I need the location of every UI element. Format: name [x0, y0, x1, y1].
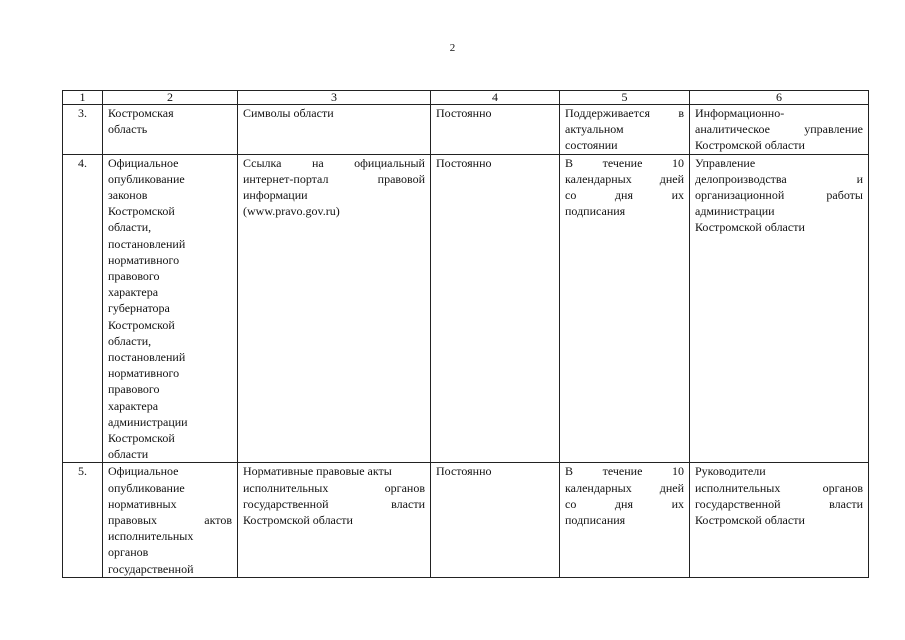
- cell-line: [243, 480, 425, 496]
- cell-line: опубликование: [108, 171, 185, 186]
- cell-line: губернатора: [108, 301, 170, 316]
- word: В: [565, 155, 574, 170]
- cell-line: опубликование: [108, 480, 185, 495]
- cell-line: Костромской: [108, 431, 175, 446]
- cell-line: области: [108, 447, 149, 462]
- word: 10: [671, 155, 684, 170]
- word: органов: [822, 480, 863, 495]
- cell-line: Костромской области: [695, 138, 805, 153]
- word: и: [856, 171, 863, 186]
- word: в: [678, 106, 684, 120]
- word: дня: [614, 188, 633, 203]
- header-cell: 2: [103, 91, 238, 105]
- word: календарных: [565, 171, 632, 186]
- word: исполнительных: [695, 480, 781, 495]
- cell-line: государственной: [108, 561, 194, 576]
- word: актов: [204, 513, 232, 528]
- cell-line: области,: [108, 220, 152, 235]
- word: со: [565, 188, 577, 203]
- cell-line: [243, 171, 425, 187]
- cell-line: администрации: [695, 204, 775, 219]
- word: управление: [804, 122, 863, 137]
- cell-line: правового: [108, 269, 160, 284]
- cell-line: постановлений: [108, 350, 186, 365]
- cell-line: [565, 155, 684, 171]
- word: работы: [826, 188, 863, 203]
- word: правовой: [377, 171, 425, 186]
- cell-line: Костромской: [108, 204, 175, 219]
- update-term-cell: [560, 463, 690, 577]
- cell-line: актуальном: [565, 122, 624, 137]
- cell-line: Информационно-: [695, 106, 785, 120]
- word: их: [671, 496, 684, 511]
- cell-line: [565, 105, 684, 121]
- cell-line: администрации: [108, 414, 188, 429]
- content-cell: [238, 154, 431, 463]
- cell-line: подписания: [565, 513, 626, 528]
- cell-line: [565, 463, 684, 479]
- header-cell: 5: [560, 91, 690, 105]
- cell-line: Символы области: [243, 106, 334, 120]
- header-cell: 1: [63, 91, 103, 105]
- item-title-cell: [103, 154, 238, 463]
- item-title-cell: [103, 463, 238, 577]
- word: дней: [659, 480, 684, 495]
- cell-line: информации: [243, 188, 308, 203]
- cell-line: характера: [108, 398, 159, 413]
- periodicity-cell: Постоянно: [431, 105, 560, 155]
- word: официальный: [354, 155, 425, 170]
- cell-line: нормативного: [108, 366, 180, 381]
- cell-line: [695, 171, 863, 187]
- header-cell: 4: [431, 91, 560, 105]
- update-term-cell: [560, 154, 690, 463]
- cell-line: [565, 480, 684, 496]
- cell-line: [695, 496, 863, 512]
- word: власти: [391, 496, 425, 511]
- row-number-cell: 5.: [63, 463, 103, 577]
- cell-line: область: [108, 122, 148, 137]
- cell-line: характера: [108, 285, 159, 300]
- cell-line: [565, 496, 684, 512]
- cell-line: области,: [108, 333, 152, 348]
- header-cell: 3: [238, 91, 431, 105]
- word: В: [565, 464, 574, 479]
- cell-line: [243, 496, 425, 512]
- cell-line: Костромской области: [243, 513, 353, 528]
- cell-line: [565, 171, 684, 187]
- periodicity-cell: Постоянно: [431, 154, 560, 463]
- content-cell: [238, 463, 431, 577]
- table-row: [63, 463, 869, 577]
- word: власти: [829, 496, 863, 511]
- cell-line: состоянии: [565, 138, 618, 153]
- responsible-cell: [690, 105, 869, 155]
- word: интернет-портал: [243, 171, 329, 186]
- word: календарных: [565, 480, 632, 495]
- word: 10: [671, 464, 684, 479]
- cell-line: Управление: [695, 155, 756, 170]
- cell-line: нормативных: [108, 496, 177, 511]
- word: Ссылка: [243, 155, 282, 170]
- cell-line: [243, 155, 425, 171]
- cell-line: [565, 187, 684, 203]
- cell-line: Официальное: [108, 155, 179, 170]
- word: государственной: [243, 496, 329, 511]
- cell-line: [695, 121, 863, 137]
- content-cell: [238, 105, 431, 155]
- word: правовых: [108, 513, 158, 528]
- cell-line: Костромская: [108, 106, 174, 120]
- table-row: [63, 105, 869, 155]
- periodicity-cell: Постоянно: [431, 463, 560, 577]
- word: дней: [659, 171, 684, 186]
- cell-line: Костромской области: [695, 220, 805, 235]
- word: на: [311, 155, 324, 170]
- update-term-cell: [560, 105, 690, 155]
- word: исполнительных: [243, 480, 329, 495]
- cell-line: органов: [108, 545, 149, 560]
- page-number: 2: [449, 42, 456, 54]
- word: течение: [602, 464, 643, 479]
- table-header-row: [63, 91, 869, 105]
- cell-line: Костромской: [108, 317, 175, 332]
- row-number-cell: 4.: [63, 154, 103, 463]
- cell-line: исполнительных: [108, 529, 194, 544]
- table-row: [63, 154, 869, 463]
- row-number-cell: 3.: [63, 105, 103, 155]
- word: аналитическое: [695, 122, 770, 137]
- cell-line: законов: [108, 188, 148, 203]
- cell-line: подписания: [565, 204, 626, 219]
- cell-line: Нормативные правовые акты: [243, 464, 392, 479]
- word: дня: [614, 496, 633, 511]
- word: со: [565, 496, 577, 511]
- header-cell: 6: [690, 91, 869, 105]
- responsible-cell: [690, 463, 869, 577]
- cell-line: [695, 480, 863, 496]
- responsible-cell: [690, 154, 869, 463]
- cell-line: Костромской области: [695, 513, 805, 528]
- word: Поддерживается: [565, 106, 650, 120]
- cell-line: Руководители: [695, 464, 766, 479]
- word: органов: [384, 480, 425, 495]
- cell-line: (www.pravo.gov.ru): [243, 204, 340, 219]
- cell-line: нормативного: [108, 252, 180, 267]
- word: течение: [602, 155, 643, 170]
- cell-line: правового: [108, 382, 160, 397]
- cell-line: Официальное: [108, 464, 179, 479]
- word: организационной: [695, 188, 785, 203]
- word: государственной: [695, 496, 781, 511]
- word: их: [671, 188, 684, 203]
- document-table: [62, 90, 869, 578]
- item-title-cell: [103, 105, 238, 155]
- word: делопроизводства: [695, 171, 787, 186]
- cell-line: [695, 187, 863, 203]
- cell-line: постановлений: [108, 236, 186, 251]
- cell-line: [108, 512, 232, 528]
